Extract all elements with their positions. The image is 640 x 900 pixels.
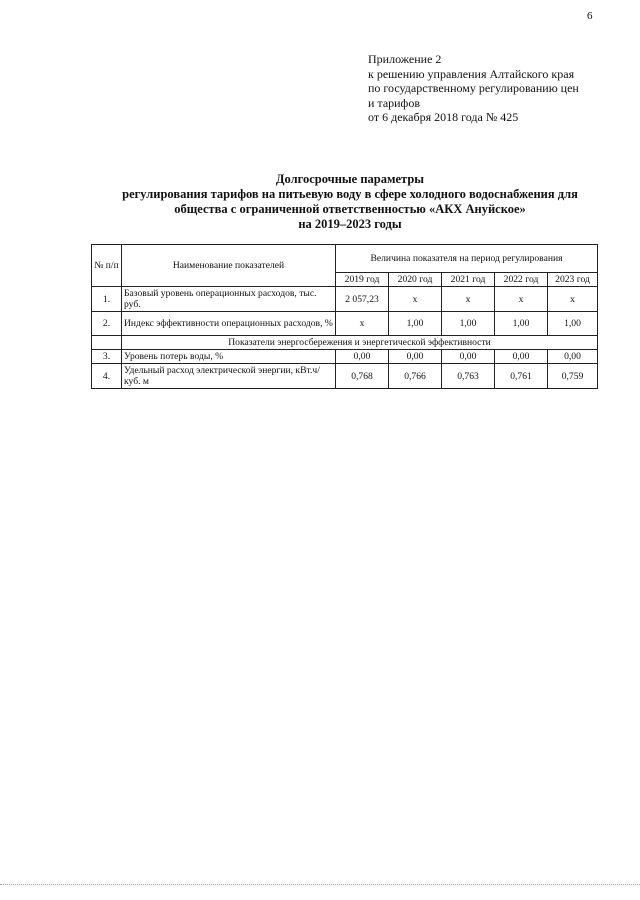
- header-year: 2020 год: [389, 273, 442, 287]
- header-year: 2022 год: [495, 273, 548, 287]
- parameters-table: [91, 244, 598, 389]
- appendix-block: [368, 52, 628, 125]
- row-name: Индекс эффективности операционных расходов, %: [122, 312, 336, 336]
- row-value: 0,00: [389, 350, 442, 364]
- row-value: 0,761: [495, 364, 548, 389]
- row-name: Базовый уровень операционных расходов, тыс. руб.: [122, 287, 336, 312]
- appendix-line: к решению управления Алтайского края: [368, 66, 575, 81]
- section-title: Показатели энергосбережения и энергетической эффективности: [122, 336, 598, 350]
- row-name: Удельный расход электрической энергии, кВт.ч/куб. м: [122, 364, 336, 389]
- row-value: х: [442, 287, 495, 312]
- row-value: 0,759: [548, 364, 598, 389]
- row-value: 1,00: [495, 312, 548, 336]
- title-line: на 2019–2023 годы: [298, 217, 402, 231]
- row-num: 2.: [92, 312, 122, 336]
- title-line: регулирования тарифов на питьевую воду в сфере холодного водоснабжения для: [122, 187, 578, 201]
- table-row: [92, 312, 598, 336]
- title-line: Долгосрочные параметры: [275, 172, 425, 186]
- header-year: 2019 год: [336, 273, 389, 287]
- header-year: 2023 год: [548, 273, 598, 287]
- page-number: 6: [587, 10, 593, 22]
- section-num-cell: [92, 336, 122, 350]
- section-row: [92, 336, 598, 350]
- header-num: № п/п: [92, 245, 122, 287]
- row-name: Уровень потерь воды, %: [122, 350, 336, 364]
- appendix-line: и тарифов: [368, 95, 421, 110]
- table-row: [92, 350, 598, 364]
- row-value: 0,00: [442, 350, 495, 364]
- row-num: 4.: [92, 364, 122, 389]
- row-value: 0,00: [336, 350, 389, 364]
- row-value: 2 057,23: [336, 287, 389, 312]
- row-value: 0,766: [389, 364, 442, 389]
- row-value: х: [548, 287, 598, 312]
- row-num: 3.: [92, 350, 122, 364]
- page-bottom-edge: [0, 884, 640, 885]
- table-header-row: [92, 245, 598, 273]
- row-value: 1,00: [548, 312, 598, 336]
- appendix-line: по государственному регулированию цен: [368, 81, 579, 95]
- header-period: Величина показателя на период регулирования: [336, 245, 598, 273]
- row-value: 1,00: [442, 312, 495, 336]
- table-row: [92, 287, 598, 312]
- row-value: х: [495, 287, 548, 312]
- appendix-line: от 6 декабря 2018 года № 425: [368, 110, 519, 124]
- header-name: Наименование показателей: [122, 245, 336, 287]
- row-value: 0,00: [495, 350, 548, 364]
- row-value: 1,00: [389, 312, 442, 336]
- row-value: 0,763: [442, 364, 495, 389]
- row-value: х: [389, 287, 442, 312]
- header-year: 2021 год: [442, 273, 495, 287]
- document-title: [60, 172, 640, 232]
- title-line: общества с ограниченной ответственностью «АКХ Ануйское»: [174, 202, 526, 216]
- row-value: 0,768: [336, 364, 389, 389]
- table-row: [92, 364, 598, 389]
- row-num: 1.: [92, 287, 122, 312]
- appendix-line: Приложение 2: [368, 52, 442, 66]
- row-value: 0,00: [548, 350, 598, 364]
- row-value: х: [336, 312, 389, 336]
